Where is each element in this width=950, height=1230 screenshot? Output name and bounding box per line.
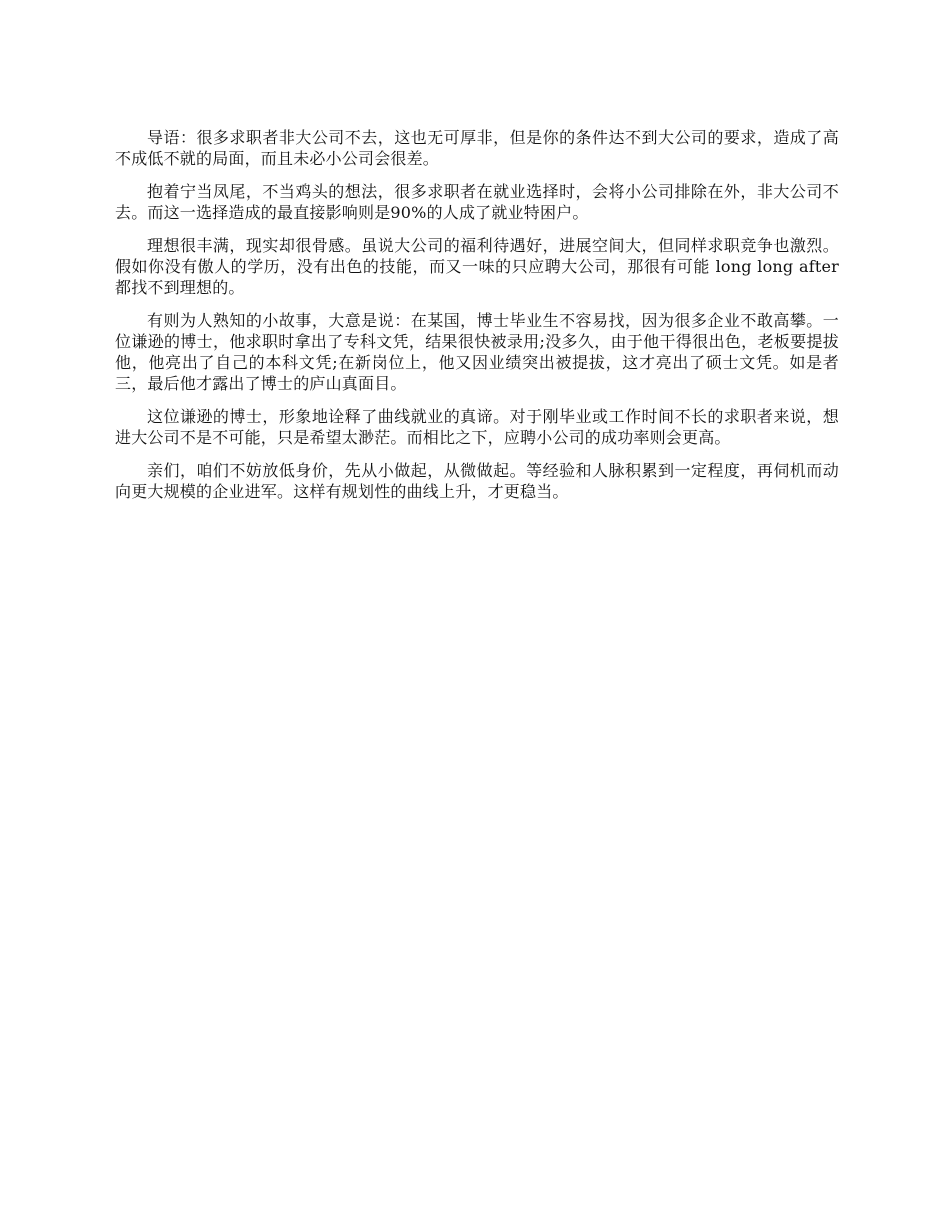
paragraph-intro: 导语：很多求职者非大公司不去，这也无可厚非，但是你的条件达不到大公司的要求，造成了高不成低不就的局面，而且未必小公司会很差。 bbox=[115, 128, 839, 168]
paragraph-6: 亲们，咱们不妨放低身价，先从小做起，从微做起。等经验和人脉积累到一定程度，再伺机而动向更大规模的企业进军。这样有规划性的曲线上升，才更稳当。 bbox=[115, 461, 839, 501]
document-body bbox=[115, 127, 839, 514]
paragraph-3: 理想很丰满，现实却很骨感。虽说大公司的福利待遇好，进展空间大，但同样求职竞争也激烈。假如你没有傲人的学历，没有出色的技能，而又一味的只应聘大公司，那很有可能 long long after 都找不到理想的。 bbox=[115, 236, 839, 297]
paragraph-5: 这位谦逊的博士，形象地诠释了曲线就业的真谛。对于刚毕业或工作时间不长的求职者来说，想进大公司不是不可能，只是希望太渺茫。而相比之下，应聘小公司的成功率则会更高。 bbox=[115, 407, 839, 447]
paragraph-4: 有则为人熟知的小故事，大意是说：在某国，博士毕业生不容易找，因为很多企业不敢高攀。一位谦逊的博士，他求职时拿出了专科文凭，结果很快被录用;没多久，由于他干得很出色，老板要提拔他，他亮出了自己的本科文凭;在新岗位上，他又因业绩突出被提拔，这才亮出了硕士文凭。如是者三，最后他才露出了博士的庐山真面目。 bbox=[115, 311, 839, 393]
paragraph-2: 抱着宁当凤尾，不当鸡头的想法，很多求职者在就业选择时，会将小公司排除在外，非大公司不去。而这一选择造成的最直接影响则是90%的人成了就业特困户。 bbox=[115, 182, 839, 222]
